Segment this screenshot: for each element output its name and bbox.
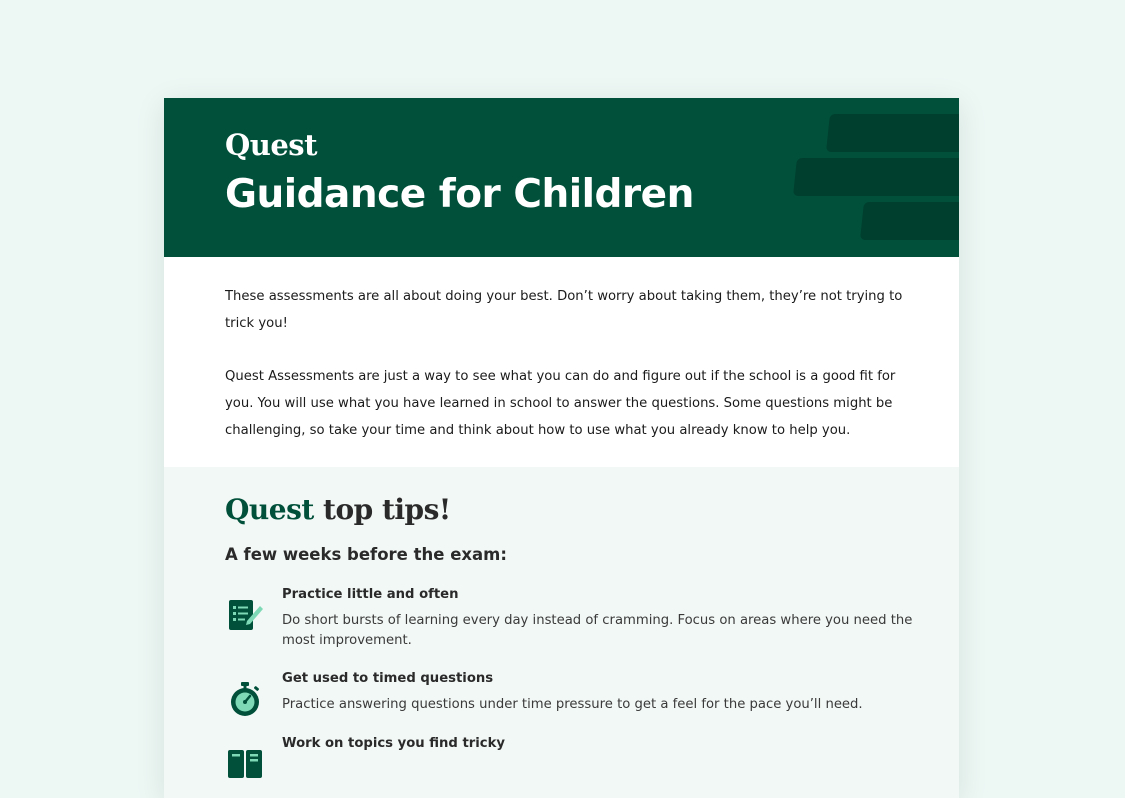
tip-item [225, 585, 919, 651]
header-decoration-stripe [793, 158, 959, 196]
tip-item [225, 669, 919, 715]
tips-section-label: A few weeks before the exam: [225, 545, 507, 564]
intro-paragraph: Quest Assessments are just a way to see what you can do and figure out if the school is a good fit for you. You will use what you have learned in school to answer the questions. Some questions might be challenging, so take your time and think about how to use what you already know to help you. [225, 369, 896, 438]
header-decoration-stripe [860, 202, 959, 240]
header-decoration-stripe [826, 114, 959, 152]
tip-title: Practice little and often [282, 587, 459, 602]
worksheet-pencil-icon [225, 595, 265, 635]
stopwatch-icon [225, 679, 265, 719]
intro-section [164, 257, 959, 467]
guidance-document [164, 98, 959, 798]
tips-heading [225, 492, 919, 528]
tip-title: Work on topics you find tricky [282, 736, 505, 751]
tip-description: Do short bursts of learning every day instead of cramming. Focus on areas where you need the most improvement. [282, 613, 913, 648]
document-header [164, 98, 959, 257]
top-tips-section [164, 467, 959, 798]
page-title: Guidance for Children [225, 172, 694, 217]
tips-heading-brand: Quest [225, 493, 314, 526]
tip-title: Get used to timed questions [282, 671, 494, 686]
intro-paragraph: These assessments are all about doing your best. Don’t worry about taking them, they’re not trying to trick you! [225, 289, 903, 331]
book-icon [225, 744, 265, 784]
tip-item [225, 734, 919, 754]
brand-logo: Quest [225, 128, 318, 162]
tips-heading-text: top tips! [323, 493, 451, 526]
tip-description: Practice answering questions under time pressure to get a feel for the pace you’ll need. [282, 697, 863, 712]
